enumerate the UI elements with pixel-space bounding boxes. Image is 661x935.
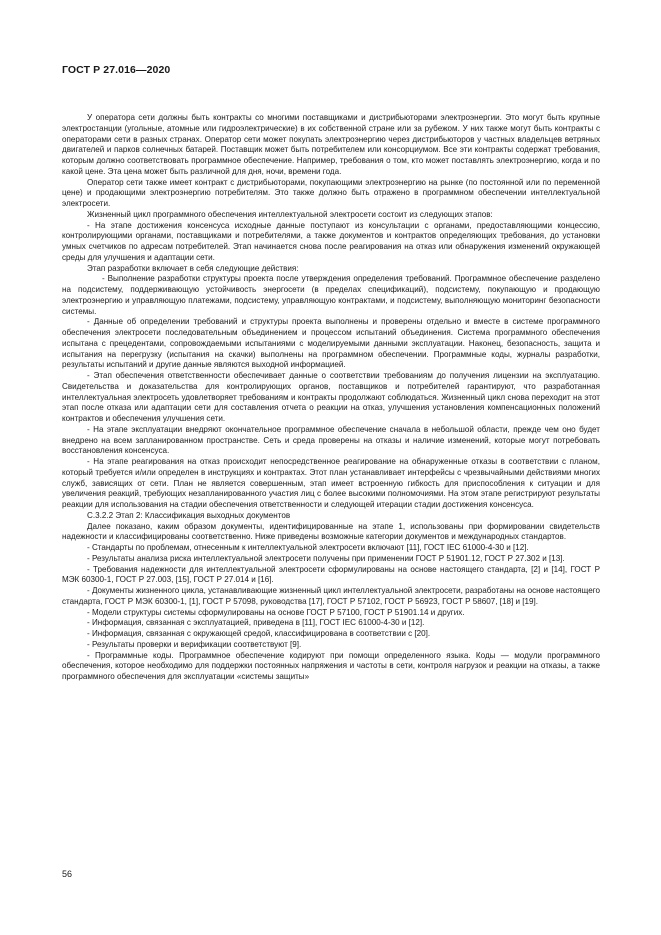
list-item: - Результаты анализа риска интеллектуальной электросети получены при применении ГОСТ Р 51901.12, ГОСТ Р 27.302 и [13]. — [87, 553, 565, 563]
page-header: ГОСТ Р 27.016—2020 — [62, 64, 171, 76]
document-body — [62, 113, 600, 683]
list-item: - Результаты проверки и верификации соответствуют [9]. — [87, 639, 302, 649]
section-heading: С.3.2.2 Этап 2: Классификация выходных документов — [87, 510, 291, 520]
paragraph: Жизненный цикл программного обеспечения интеллектуальной электросети состоит из следующих этапов: — [87, 209, 493, 219]
paragraph: Оператор сети также имеет контракт с дистрибьюторами, покупающими электроэнергию на рынке (по постоянной или по переменной цене) и продающими электроэнергию потребителям. Это также должно быть отражено в программном обеспечении интеллектуальной электросети. — [62, 177, 600, 208]
list-item: - Модели структуры системы сформулированы на основе ГОСТ Р 57100, ГОСТ Р 51901.14 и других. — [87, 607, 465, 617]
paragraph: У оператора сети должны быть контракты со многими поставщиками и дистрибьюторами электроэнергии. Это могут быть крупные электростанции (угольные, атомные или гидроэлектрические) в их собственной стране или за рубежом. У них также могут быть контракты с операторами сети в разных странах. Оператор сети может покупать электроэнергию через дистрибьюторов у частных владельцев ветряных двигателей и парков солнечных батарей. Поставщик может быть потребителем или консорциумом. Все эти контракты содержат требования, которым должно соответствовать программное обеспечение. Например, требования о том, кто может поставлять электроэнергию, когда и по какой цене. Эта цена может быть различной для дня, ночи, времени года. — [62, 113, 600, 176]
list-item: - Информация, связанная с окружающей средой, классифицирована в соответствии с [20]. — [87, 629, 431, 638]
list-item: - Требования надежности для интеллектуальной электросети сформулированы на основе настоящего стандарта, [2] и [14], ГОСТ Р МЭК 60300-1, ГОСТ Р 27.003, [15], ГОСТ Р 27.014 и [16]. — [62, 564, 600, 585]
list-item: - Информация, связанная с эксплуатацией, приведена в [11], ГОСТ IEC 61000-4-30 и [12]. — [87, 618, 425, 628]
list-item: - Стандарты по проблемам, отнесенным к интеллектуальной электросети включают [11], ГОСТ IEC 61000-4-30 и [12]. — [87, 543, 529, 552]
list-item: - Программные коды. Программное обеспечение кодируют при помощи определенного языка. Коды — модули программного обеспечения, которое необходимо для поддержки постоянных напряжения и частоты в сети, контроля нагрузок и реакции на отказы, а также программного обеспечения для эксплуатации «системы защиты» — [62, 650, 600, 681]
page-number: 56 — [62, 869, 73, 879]
list-item: - На этапе достижения консенсуса исходные данные поступают из консультации с органами, предоставляющими концессию, контролирующими органами, поставщиками и потребителями, а также документов и контрактов определяющих требования, до установки умных счетчиков по адресам потребителей. Этап начинается снова после реагирования на отказ или обнаружения изменений окружающей среды для улучшения и адаптации сети. — [62, 220, 600, 262]
list-item: - Выполнение разработки структуры проекта после утверждения определения требований. Программное обеспечение разделено на подсистему, поддерживающую устойчивость энергосети (в пределах спецификаций), подсистему, покупающую и продающую электроэнергию и управляющую платежами, подсистему, управляющую контрактами, и подсистему, выполняющую мониторинг безопасности системы. — [62, 274, 600, 316]
list-item: - Этап обеспечения ответственности обеспечивает данные о соответствии требованиям до получения лицензии на эксплуатацию. Свидетельства и доказательства для контролирующих органов, поставщиков и потребителей гарантируют, что разработанная интеллектуальная электросеть удовлетворяет требованиям и контракты продолжают соблюдаться. Жизненный цикл снова переходит на этот этап после отказа или адаптации сети для составления отчета о реакции на отказ, улучшения установления компенсационных положений контрактов и обеспечения улучшения сети. — [62, 371, 600, 423]
paragraph: Далее показано, каким образом документы, идентифицированные на этапе 1, использованы при формировании свидетельств надежности и классифицированы соответственно. Ниже приведены возможные категории документов и международных стандартов. — [62, 521, 600, 542]
list-item: - Документы жизненного цикла, устанавливающие жизненный цикл интеллектуальной электросети, разработаны на основе настоящего стандарта, ГОСТ Р МЭК 60300-1, [1], ГОСТ Р 57098, руководства [17], ГОСТ Р 57102, ГОСТ Р 56923, ГОСТ Р 58607, [18] и [19]. — [62, 586, 600, 606]
list-item: - Данные об определении требований и структуры проекта выполнены и проверены отдельно и вместе в системе программного обеспечения электросети последовательным объединением и процессом испытаний объединения. Система программного обеспечения испытана с прецедентами, сопровождаемыми испытаниями с моделируемыми данными эксплуатации. Наконец, безопасность, защита и испытания на перегрузку (испытания на скачки) выполнены на программном обеспечении. Программные коды, журналы разработки, результаты испытаний и другие данные являются выходной информацией. — [62, 317, 600, 370]
list-item: - На этапе эксплуатации внедряют окончательное программное обеспечение сначала в небольшой области, прежде чем оно будет внедрено на всем запланированном пространстве. Сеть и среда проверены на отказы и наличие изменений, которые могут потребовать восстановления консенсуса. — [62, 424, 600, 456]
paragraph: Этап разработки включает в себя следующие действия: — [87, 263, 299, 273]
list-item: - На этапе реагирования на отказ происходит непосредственное реагирование на обнаруженные отказы в соответствии с планом, который требуется и/или определен в инструкциях и контрактах. Этот план устанавливает интерфейсы с чрезвычайными действиями многих служб, зависящих от сети. План не является совершенным, этап имеет встроенную гибкость для приспособления к ситуации и для увеличения реакций, требующих незапланированного участия лиц с более высокими полномочиями. На этом этапе регистрируют результаты реакции для использования на стадии обеспечения ответственности и следующей итерации стадии достижения консенсуса. — [62, 457, 600, 509]
